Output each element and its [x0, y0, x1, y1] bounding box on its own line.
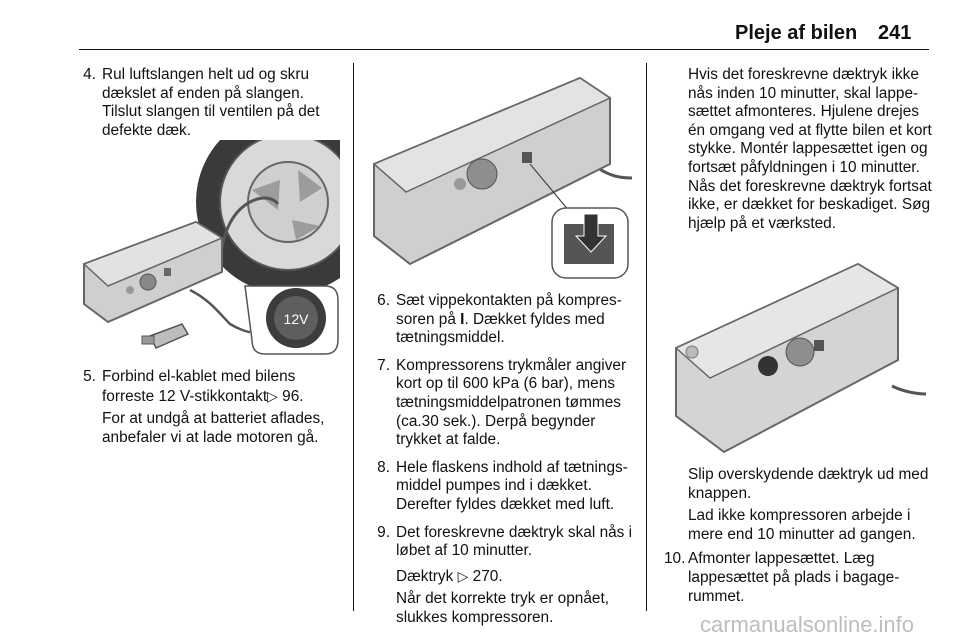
- paragraph-1: Hvis det foreskrevne dæktryk ikke nås inden 10 minutter, skal lappesættet afmonteres. Hjulene drejes én omgang ved at flytte bilen et kort stykke. Montér lappesættet igen og fortsæt påfyldningen i 10 minutter. Nås det foreskrevne dæktryk fortsat ikke, er dækket for beskadiget. Søg hjælp på et værksted.: [688, 66, 932, 232]
- column-divider-1: [353, 63, 354, 611]
- socket-label: 12V: [283, 311, 309, 327]
- paragraph-3: Lad ikke kompressoren arbejde i mere end 10 minutter ad gangen.: [688, 507, 916, 543]
- paragraph-2: Slip overskydende dæktryk ud med knappen.: [688, 466, 929, 502]
- step-number: 4.: [83, 66, 96, 83]
- page-number: 241: [878, 22, 912, 44]
- step-number: 9.: [377, 523, 390, 541]
- arrow-ref-icon: ▷: [267, 387, 278, 404]
- step-10: [664, 550, 934, 606]
- column-3: [688, 66, 932, 233]
- compressor-body: [84, 222, 222, 322]
- switch-position: I: [460, 310, 465, 328]
- column-1-lower: [80, 368, 338, 447]
- socket-inset: [245, 286, 338, 354]
- column-divider-2: [646, 63, 647, 611]
- column-1: [80, 66, 338, 149]
- step-text: Forbind el-kablet med bilens forreste 12 V-stikkontakt▷ 96.: [102, 368, 304, 405]
- step-text: Det foreskrevne dæktryk skal nås i løbet af 10 minutter.: [396, 523, 633, 560]
- compressor-body: [676, 264, 898, 452]
- watermark: carmanualsonline.info: [700, 612, 915, 637]
- step-7: [374, 357, 636, 450]
- compressor-tire-illustration: [70, 140, 340, 356]
- step-number: 8.: [377, 458, 390, 476]
- step-text: Afmonter lappesættet. Læg lappesættet på plads i bagagerummet.: [688, 550, 900, 605]
- step-9: [374, 524, 636, 561]
- step-text: Rul luftslangen helt ud og skru dækslet af enden på slangen. Tilslut slangen til ventilen på det defekte dæk.: [102, 66, 320, 139]
- hose-out: [892, 386, 926, 394]
- battery-note: For at undgå at batteriet aflades, anbefaler vi at lade motoren gå.: [102, 410, 325, 446]
- header-rule: [79, 49, 929, 50]
- compressor-release-illustration: [662, 260, 930, 456]
- arrow-ref-icon: ▷: [457, 567, 469, 584]
- compressor-switch-illustration: [370, 68, 638, 282]
- step-text: Sæt vippekontakten på kompressoren på I. Dækket fyldes med tætningsmiddel.: [396, 292, 622, 347]
- column-2: [374, 292, 636, 628]
- step-6: [374, 292, 636, 348]
- step-number: 7.: [377, 356, 390, 374]
- step-text: Kompressorens trykmåler angiver kort op til 600 kPa (6 bar), mens tætningsmiddelpatronen tømmes (ca.30 sek.). Derpå begynder trykket at falde.: [396, 356, 627, 449]
- step-8: [374, 459, 636, 515]
- cable-plug: [142, 324, 188, 348]
- switch-inset: [552, 208, 628, 278]
- step-4: [80, 66, 338, 140]
- done-note: Når det korrekte tryk er opnået, slukkes kompressoren.: [396, 590, 609, 626]
- step-5: [80, 368, 338, 406]
- column-3-lower: [664, 466, 934, 615]
- step-number: 5.: [83, 368, 96, 385]
- step-number: 6.: [377, 292, 390, 309]
- hose-out: [598, 168, 632, 178]
- step-number: 10.: [664, 550, 686, 568]
- power-cable: [190, 290, 250, 332]
- step-text: Hele flaskens indhold af tætningsmiddel pumpes ind i dækket. Derefter fyldes dækket med luft.: [396, 458, 628, 513]
- release-button-icon: [758, 356, 778, 376]
- page-header-title: Pleje af bilen: [735, 22, 858, 44]
- pressure-reference: Dæktryk ▷ 270.: [396, 567, 503, 585]
